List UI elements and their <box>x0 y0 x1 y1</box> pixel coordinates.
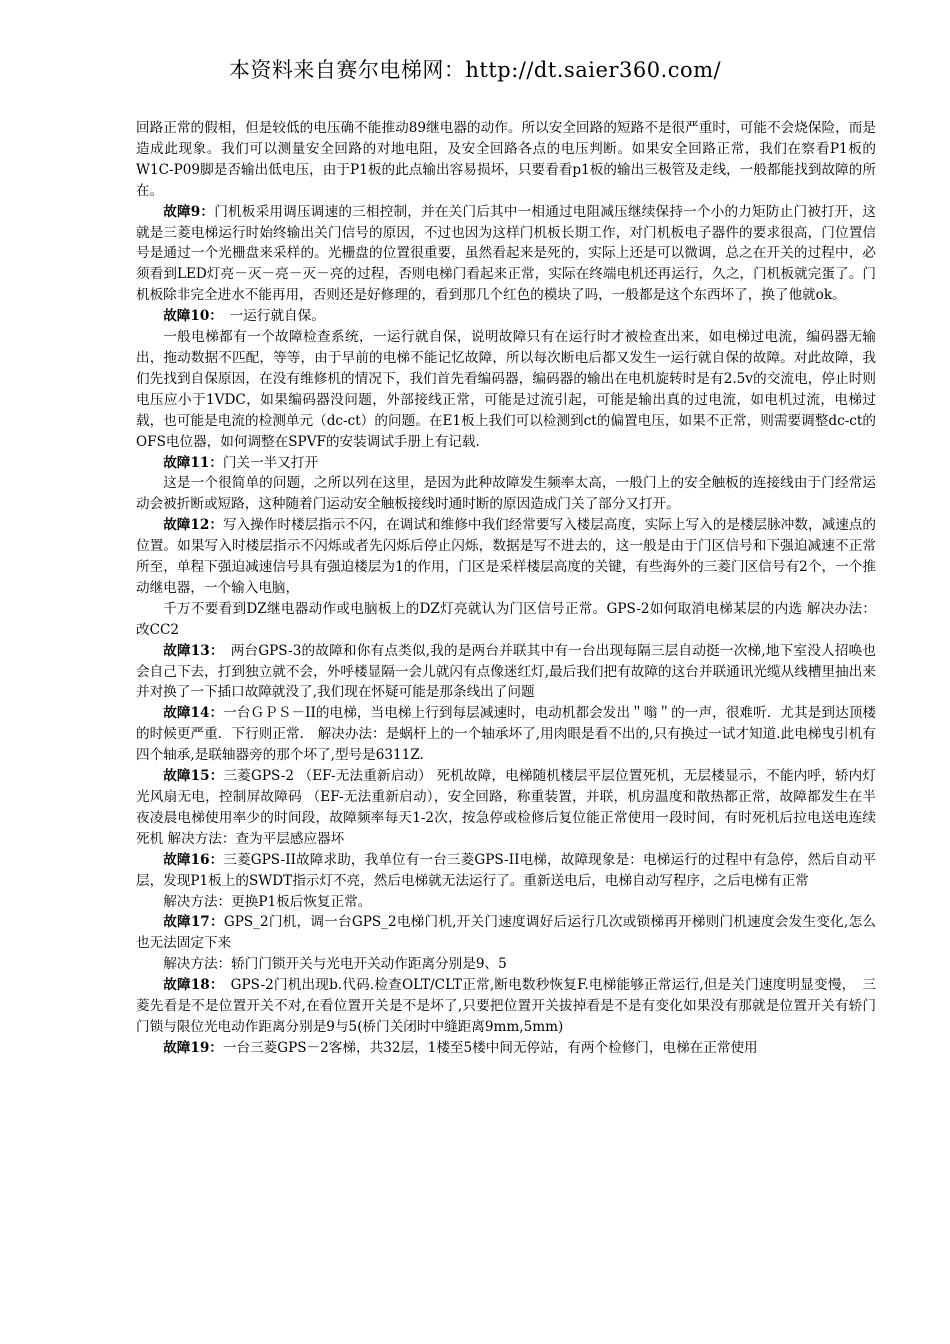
fault-12 <box>136 515 876 599</box>
paragraph-text: 一台ＧＰＳ－II的电梯，当电梯上行到每层减速时，电动机都会发出＂嗡＂的一声，很难听．尤其是到达顶楼的时候更严重．下行则正常． 解决办法：是蜗杆上的一个轴承坏了,用肉眼是看不出的,只有换过一试才知道.此电梯曳引机有四个轴承,是联轴器旁的那个坏了,型号是6311Z. <box>136 705 876 764</box>
fault-16 <box>136 850 876 892</box>
page-header: 本资料来自赛尔电梯网：http://dt.saier360.com/ <box>228 58 722 82</box>
fault-label: 故障13： <box>163 642 217 659</box>
fault-9 <box>136 202 876 307</box>
paragraph-text: 两台GPS-3的故障和你有点类似,我的是两台并联其中有一台出现每隔三层自动挺一次梯,地下室没人招唤也会自己下去，打到独立就不会，外呼楼显隔一会儿就闪有点像迷红灯,最后我们把有故障的这台并联通讯光缆从线槽里抽出来并对换了一下插口故障就没了,我们现在怀疑可能是那条线出了问题 <box>136 642 877 701</box>
paragraph-text: 三菱GPS-II故障求助，我单位有一台三菱GPS-II电梯，故障现象是：电梯运行的过程中有急停，然后自动平层，发现P1板上的SWDT指示灯不亮，然后电梯就无法运行了。重新送电后，电梯自动写程序，之后电梯有正常 <box>136 851 877 889</box>
fault-label: 故障16： <box>163 851 224 868</box>
fault-10-detail <box>136 327 876 452</box>
paragraph-text: 门关一半又打开 <box>222 454 319 471</box>
paragraph-text: 解决方法：更换P1板后恢复正常。 <box>163 893 372 910</box>
fault-label: 故障9： <box>163 203 215 220</box>
paragraph-text: 三菱GPS-2 （EF-无法重新启动） 死机故障，电梯随机楼层平层位置死机，无层楼显示，不能内呼，轿内灯光风扇无电，控制屏故障码 （EF-无法重新启动），安全回路，称重装置，并联，机房温度和散热都正常，故障都发生在半夜凌晨电梯使用率少的时间段，故障频率每天1-2次，按急停或检修后复位能正常使用一段时间，有时死机后拉电送电连续死机 解决方法：查为平层感应器坏 <box>136 768 876 847</box>
paragraph-text: GPS_2门机，调一台GPS_2电梯门机,开关门速度调好后运行几次或锁梯再开梯则门机速度会发生变化,怎么也无法固定下来 <box>136 914 876 952</box>
fault-label: 故障18： <box>163 977 217 994</box>
fault-11 <box>136 453 876 474</box>
paragraph-text: 回路正常的假相，但是较低的电压确不能推动89继电器的动作。所以安全回路的短路不是很严重时，可能不会烧保险，而是造成此现象。我们可以测量安全回路的对地电阻，及安全回路各点的电压判断。如果安全回路正常，我们在察看P1板的W1C-P09脚是否输出低电压，由于P1板的此点输出容易损坏，只要看看p1板的输出三极管及走线，一般都能找到故障的所在。 <box>136 120 876 199</box>
paragraph-text: 解决方法：轿门门锁开关与光电开关动作距离分别是9、5 <box>163 956 507 973</box>
fault-10 <box>136 306 876 327</box>
paragraph-text: 一运行就自保。 <box>216 308 325 325</box>
fault-label: 故障10： <box>163 308 217 325</box>
document-body <box>136 118 876 1059</box>
paragraph-text: 写入操作时楼层指示不闪，在调试和维修中我们经常要写入楼层高度，实际上写入的是楼层脉冲数，减速点的位置。如果写入时楼层指示不闪烁或者先闪烁后停止闪烁，数据是写不进去的，这一般是由于门区信号和下强迫减速不正常所至，单程下强迫减速信号具有强迫楼层为1的作用，门区是采样楼层高度的关键，有些海外的三菱门区信号有2个，一个推动继电器，一个输入电脑， <box>136 517 876 596</box>
fault-11-detail <box>136 473 876 515</box>
fault-label: 故障17： <box>163 914 224 931</box>
fault-16-solution <box>136 892 876 913</box>
fault-label: 故障15： <box>163 768 224 785</box>
fault-12-detail <box>136 599 876 641</box>
paragraph-text: 一般电梯都有一个故障检查系统，一运行就自保，说明故障只有在运行时才被检查出来，如电梯过电流，编码器无输出，拖动数据不匹配，等等，由于早前的电梯不能记忆故障，所以每次断电后都又发生一运行就自保的故障。对此故障，我们先找到自保原因，在没有维修机的情况下，我们首先看编码器，编码器的输出在电机旋转时是有2.5v的交流电，停止时则电压应小于1VDC，如果编码器没问题，外部接线正常，可能是过流引起，可能是输出真的过电流，如电机过流，电梯过载，也可能是电流的检测单元（dc-ct）的问题。在E1板上我们可以检测到ct的偏置电压，如果不正常，则需要调整dc-ct的OFS电位器，如何调整在SPVF的安装调试手册上有记载. <box>136 329 876 450</box>
fault-label: 故障12： <box>163 517 223 534</box>
fault-15 <box>136 766 876 850</box>
fault-14 <box>136 703 876 766</box>
paragraph-text: 这是一个很简单的问题，之所以列在这里，是因为此种故障发生频率太高，一般门上的安全触板的连接线由于门经常运动会被折断或短路，这种随着门运动安全触板接线时通时断的原因造成门关了部分又打开。 <box>136 475 876 513</box>
paragraph-text: 千万不要看到DZ继电器动作或电脑板上的DZ灯亮就认为门区信号正常。GPS-2如何取消电梯某层的内选 解决办法：改CC2 <box>136 600 876 638</box>
paragraph-continuation <box>136 118 876 202</box>
fault-label: 故障19： <box>163 1039 223 1056</box>
paragraph-text: GPS-2门机出现b.代码.检查OLT/CLT正常,断电数秒恢复F.电梯能够正常运行,但是关门速度明显变慢， 三菱先看是不是位置开关不对,在看位置开关是不是坏了,只要把位置开关拔掉看是不是有变化如果没有那就是位置开关有轿门门锁与限位光电动作距离分别是9与5(桥门关闭时中缝距离9mm,5mm) <box>136 977 876 1035</box>
fault-18 <box>136 975 876 1038</box>
fault-19 <box>136 1038 876 1059</box>
paragraph-text: 一台三菱GPS－2客梯，共32层，1楼至5楼中间无停站，有两个检修门，电梯在正常使用 <box>222 1039 758 1056</box>
fault-17-solution <box>136 954 876 975</box>
fault-17 <box>136 912 876 954</box>
paragraph-text: 门机板采用调压调速的三相控制，并在关门后其中一相通过电阻减压继续保持一个小的力矩防止门被打开，这就是三菱电梯运行时始终输出关门信号的原因，不过也因为这样门机板长期工作，对门机板电子器件的要求很高，门位置信号是通过一个光栅盘来采样的。光栅盘的位置很重要，虽然看起来是死的，实际上还是可以微调，总之在开关的过程中，必须看到LED灯亮－灭－亮－灭－亮的过程，否则电梯门看起来正常，实际在终端电机还再运行，久之，门机板就完蛋了。门机板除非完全进水不能再用，否则还是好修理的，看到那几个红色的模块了吗，一般都是这个东西坏了，换了他就ok。 <box>136 203 876 304</box>
fault-13 <box>136 641 876 704</box>
fault-label: 故障11： <box>163 454 223 471</box>
fault-label: 故障14： <box>163 705 224 722</box>
